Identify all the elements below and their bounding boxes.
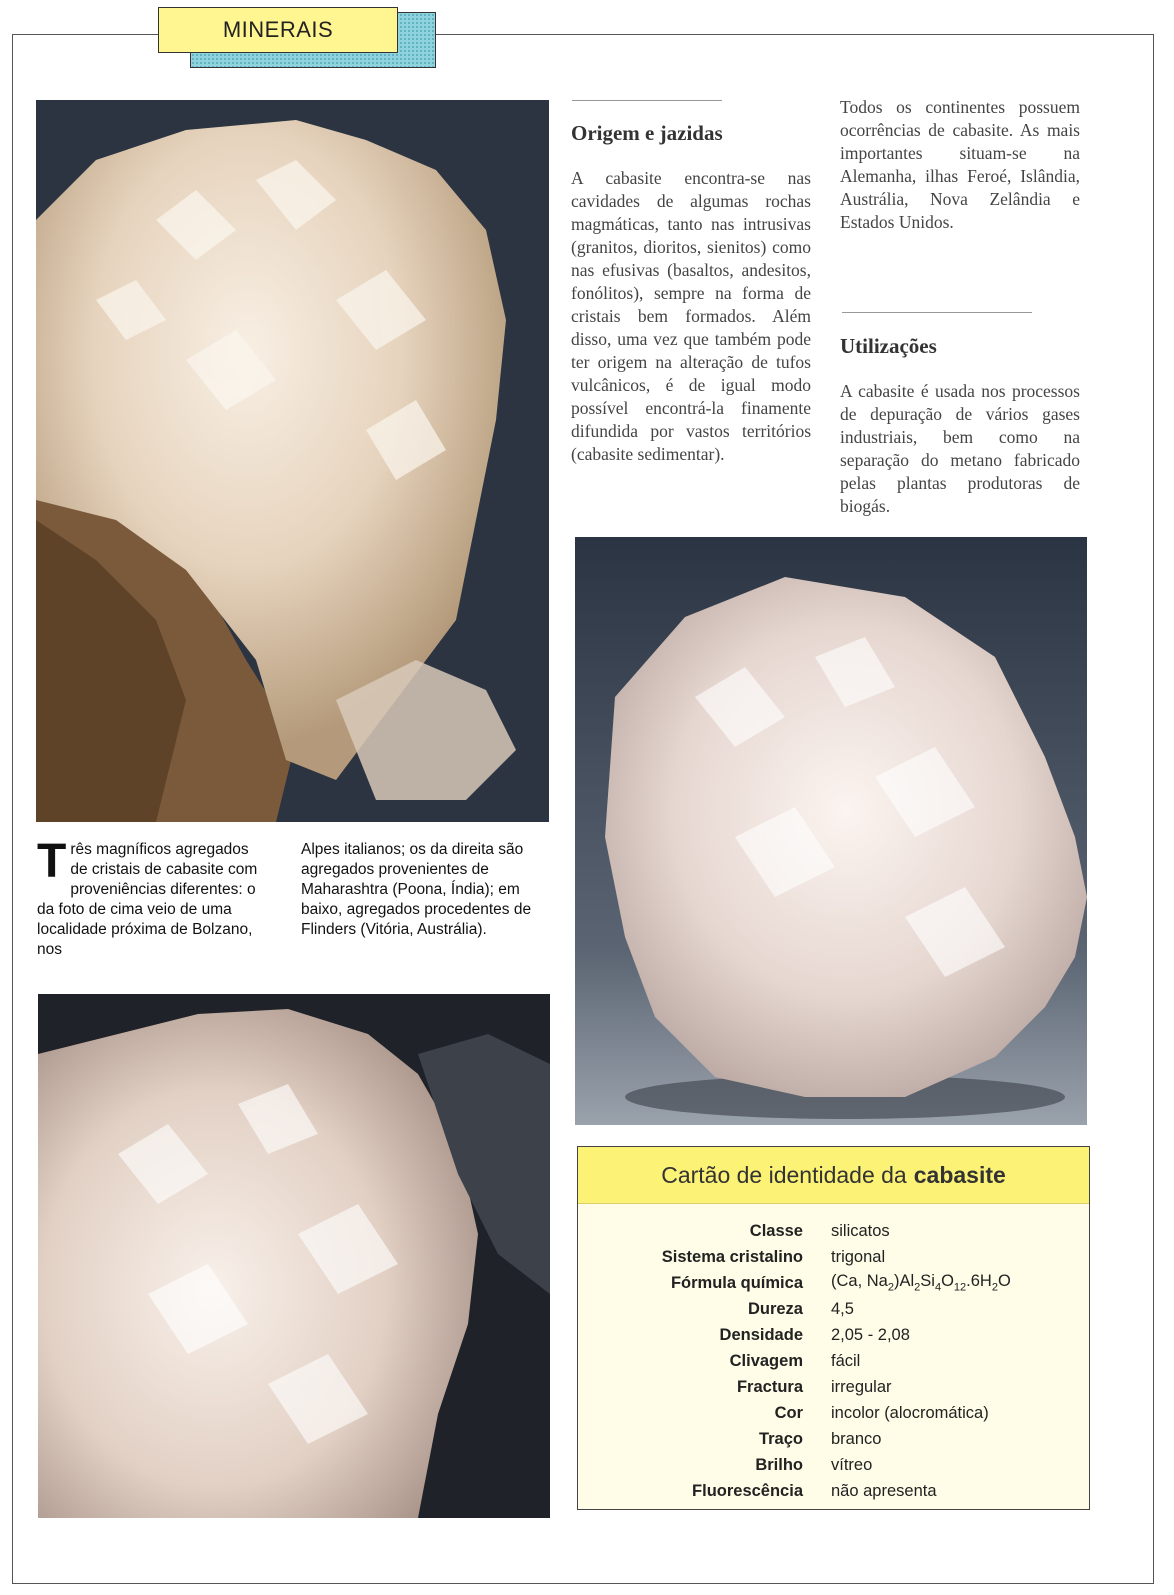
card-value: branco	[831, 1429, 882, 1448]
section-rule-origem	[572, 100, 722, 101]
photo-flinders-specimen	[38, 994, 550, 1518]
card-row-classe	[578, 1218, 1089, 1244]
card-value: vítreo	[831, 1455, 873, 1474]
photo-poona-specimen	[575, 537, 1087, 1125]
card-label: Classe	[749, 1221, 803, 1240]
identity-card-title-prefix: Cartão de identidade da	[661, 1161, 907, 1188]
card-row-fluorescencia	[578, 1478, 1089, 1504]
card-value: 2,05 - 2,08	[831, 1325, 910, 1344]
identity-card	[577, 1146, 1090, 1510]
card-value: silicatos	[831, 1221, 890, 1240]
card-value: irregular	[831, 1377, 892, 1396]
card-row-brilho	[578, 1452, 1089, 1478]
card-label: Dureza	[747, 1299, 803, 1318]
origem-paragraph: A cabasite encontra-se nas cavidades de algumas rochas magmáticas, tanto nas intrusivas (granitos, dioritos, sienitos) como nas efusivas (basaltos, andesitos, fonólitos), sempre na forma de cristais bem formados. Além disso, uma vez que também pode ter origem na alteração de tufos vulcânicos, é de igual modo possível encontrá-la finamente difundida por vastos territórios (cabasite sedimentar).	[571, 168, 811, 464]
card-label: Fórmula química	[670, 1273, 803, 1292]
card-value: trigonal	[831, 1247, 886, 1266]
photo-caption-col1	[37, 835, 267, 960]
caption-dropcap: T	[37, 835, 67, 888]
caption-col1-text: rês magníficos agregados de cristais de cabasite com proveniências diferentes: o da foto de cima veio de uma localidade próxima de Bolzano, nos	[37, 841, 258, 958]
card-row-dureza	[578, 1296, 1089, 1322]
identity-card-header	[578, 1147, 1089, 1204]
utilizacoes-paragraph: A cabasite é usada nos processos de depuração de vários gases industriais, bem como na separação do metano fabricado pelas plantas produtoras de biogás.	[840, 381, 1080, 516]
card-value: incolor (alocromática)	[831, 1403, 989, 1422]
section-rule-utilizacoes	[842, 312, 1032, 313]
heading-origem-jazidas: Origem e jazidas	[571, 121, 723, 145]
card-label: Cor	[774, 1403, 803, 1422]
card-row-clivagem	[578, 1348, 1089, 1374]
card-label: Fluorescência	[692, 1481, 803, 1500]
card-value: fácil	[831, 1351, 861, 1370]
origem-continuation-paragraph: Todos os continentes possuem ocorrências de cabasite. As mais importantes situam-se na Alemanha, ilhas Feroé, Islândia, Austrália, Nova Zelândia e Estados Unidos.	[840, 97, 1080, 232]
card-value: não apresenta	[831, 1481, 937, 1500]
card-row-sistema	[578, 1244, 1089, 1270]
card-value-formula: (Ca, $Na_2)Al_2Si_4O_{12}.6H_2O$	[831, 1272, 1011, 1294]
card-row-fractura	[578, 1374, 1089, 1400]
card-label: Fractura	[736, 1377, 803, 1396]
card-label: Densidade	[719, 1325, 803, 1344]
identity-card-title-mineral: cabasite	[913, 1161, 1006, 1188]
card-label: Brilho	[755, 1455, 803, 1474]
identity-card-rows	[578, 1204, 1089, 1504]
heading-utilizacoes: Utilizações	[840, 334, 937, 358]
photo-caption-col2: Alpes italianos; os da direita são agregados provenientes de Maharashtra (Poona, Índia); em baixo, agregados procedentes de Flinders (Vitória, Austrália).	[301, 841, 532, 938]
card-row-densidade	[578, 1322, 1089, 1348]
card-label: Traço	[758, 1429, 803, 1448]
card-label: Clivagem	[729, 1351, 803, 1370]
section-tab: MINERAIS	[158, 7, 398, 53]
photo-bolzano-specimen	[36, 100, 549, 822]
card-row-formula	[578, 1270, 1089, 1296]
card-row-cor	[578, 1400, 1089, 1426]
card-value: 4,5	[831, 1299, 854, 1318]
card-row-traco	[578, 1426, 1089, 1452]
card-label: Sistema cristalino	[661, 1247, 803, 1266]
